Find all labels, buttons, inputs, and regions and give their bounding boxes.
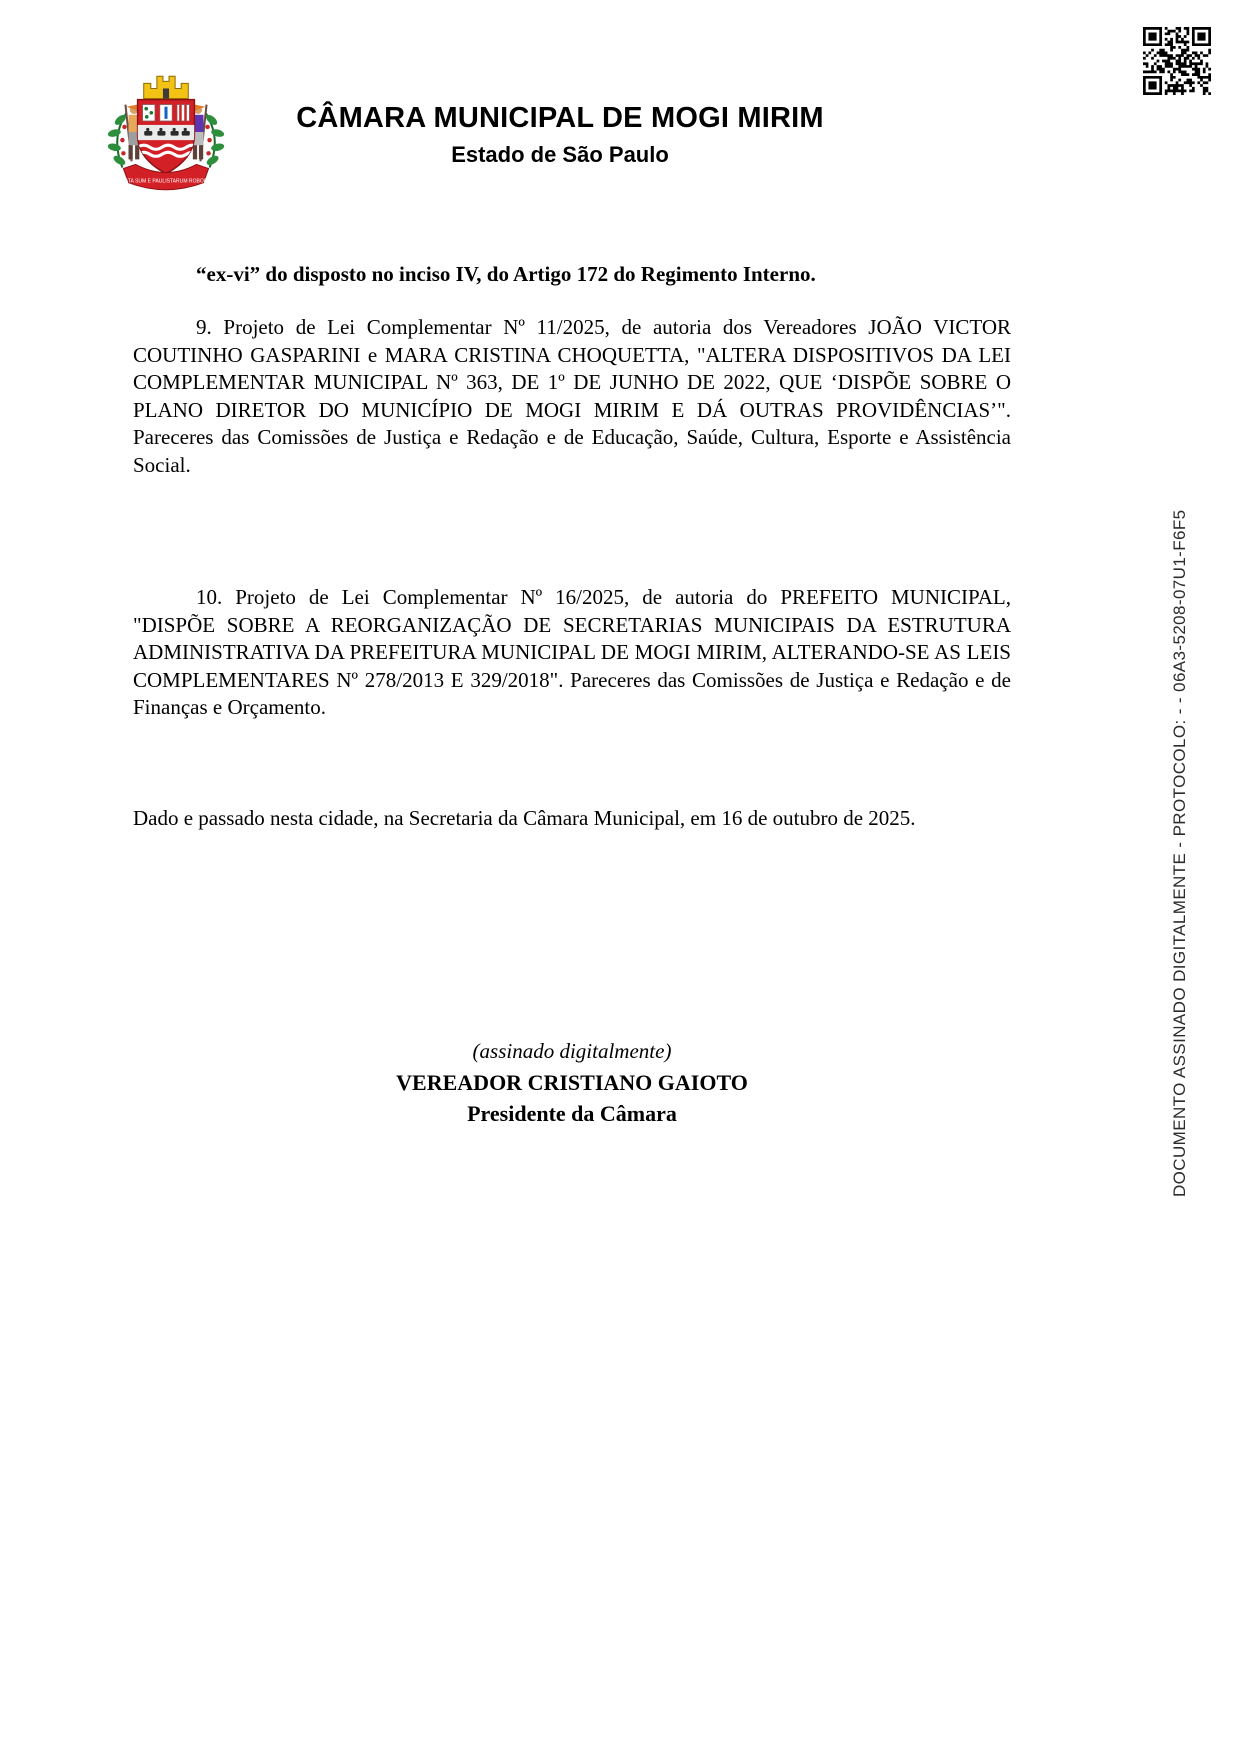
laurel-branch-right xyxy=(204,113,225,168)
coat-of-arms-motto: NATA SUM E PAULISTARUM ROBORE xyxy=(121,178,211,185)
coat-of-arms-logo xyxy=(90,62,242,198)
laurel-branch-left xyxy=(107,113,128,168)
paragraph-item-9: 9. Projeto de Lei Complementar Nº 11/2025, de autoria dos Vereadores JOÃO VICTOR COUTINHO GASPARINI e MARA CRISTINA CHOQUETTA, "ALTERA DISPOSITIVOS DA LEI COMPLEMENTAR MUNICIPAL Nº 363, DE 1º DE JUNHO DE 2022, QUE ‘DISPÕE SOBRE O PLANO DIRETOR DO MUNICÍPIO DE MOGI MIRIM E DÁ OUTRAS PROVIDÊNCIAS’". Pareceres das Comissões de Justiça e Redação e de Educação, Saúde, Cultura, Esporte e Assistência Social. xyxy=(133,315,1011,477)
signer-role: Presidente da Câmara xyxy=(467,1101,677,1126)
document-header xyxy=(260,102,860,168)
regimento-interno-line: “ex-vi” do disposto no inciso IV, do Artigo 172 do Regimento Interno. xyxy=(196,262,816,286)
protocol-vertical-label: DOCUMENTO ASSINADO DIGITALMENTE - PROTOCOLO: - - 06A3-5208-07U1-F6F5 xyxy=(1170,509,1189,1197)
mural-crown xyxy=(144,76,189,98)
header-subtitle: Estado de São Paulo xyxy=(451,142,669,167)
digital-signature-note: (assinado digitalmente) xyxy=(472,1039,672,1063)
closing-line: Dado e passado nesta cidade, na Secretaria da Câmara Municipal, em 16 de outubro de 2025. xyxy=(133,806,916,830)
paragraph-item-10: 10. Projeto de Lei Complementar Nº 16/2025, de autoria do PREFEITO MUNICIPAL, "DISPÕE SOBRE A REORGANIZAÇÃO DE SECRETARIAS MUNICIPAIS DA ESTRUTURA ADMINISTRATIVA DA PREFEITURA MUNICIPAL DE MOGI MIRIM, ALTERANDO-SE AS LEIS COMPLEMENTARES Nº 278/2013 E 329/2018". Pareceres das Comissões de Justiça e Redação e de Finanças e Orçamento. xyxy=(133,585,1011,719)
header-title: CÂMARA MUNICIPAL DE MOGI MIRIM xyxy=(296,102,824,134)
signature-block xyxy=(133,1036,1011,1129)
qr-code-icon xyxy=(1143,27,1211,95)
signer-name: VEREADOR CRISTIANO GAIOTO xyxy=(396,1070,748,1095)
